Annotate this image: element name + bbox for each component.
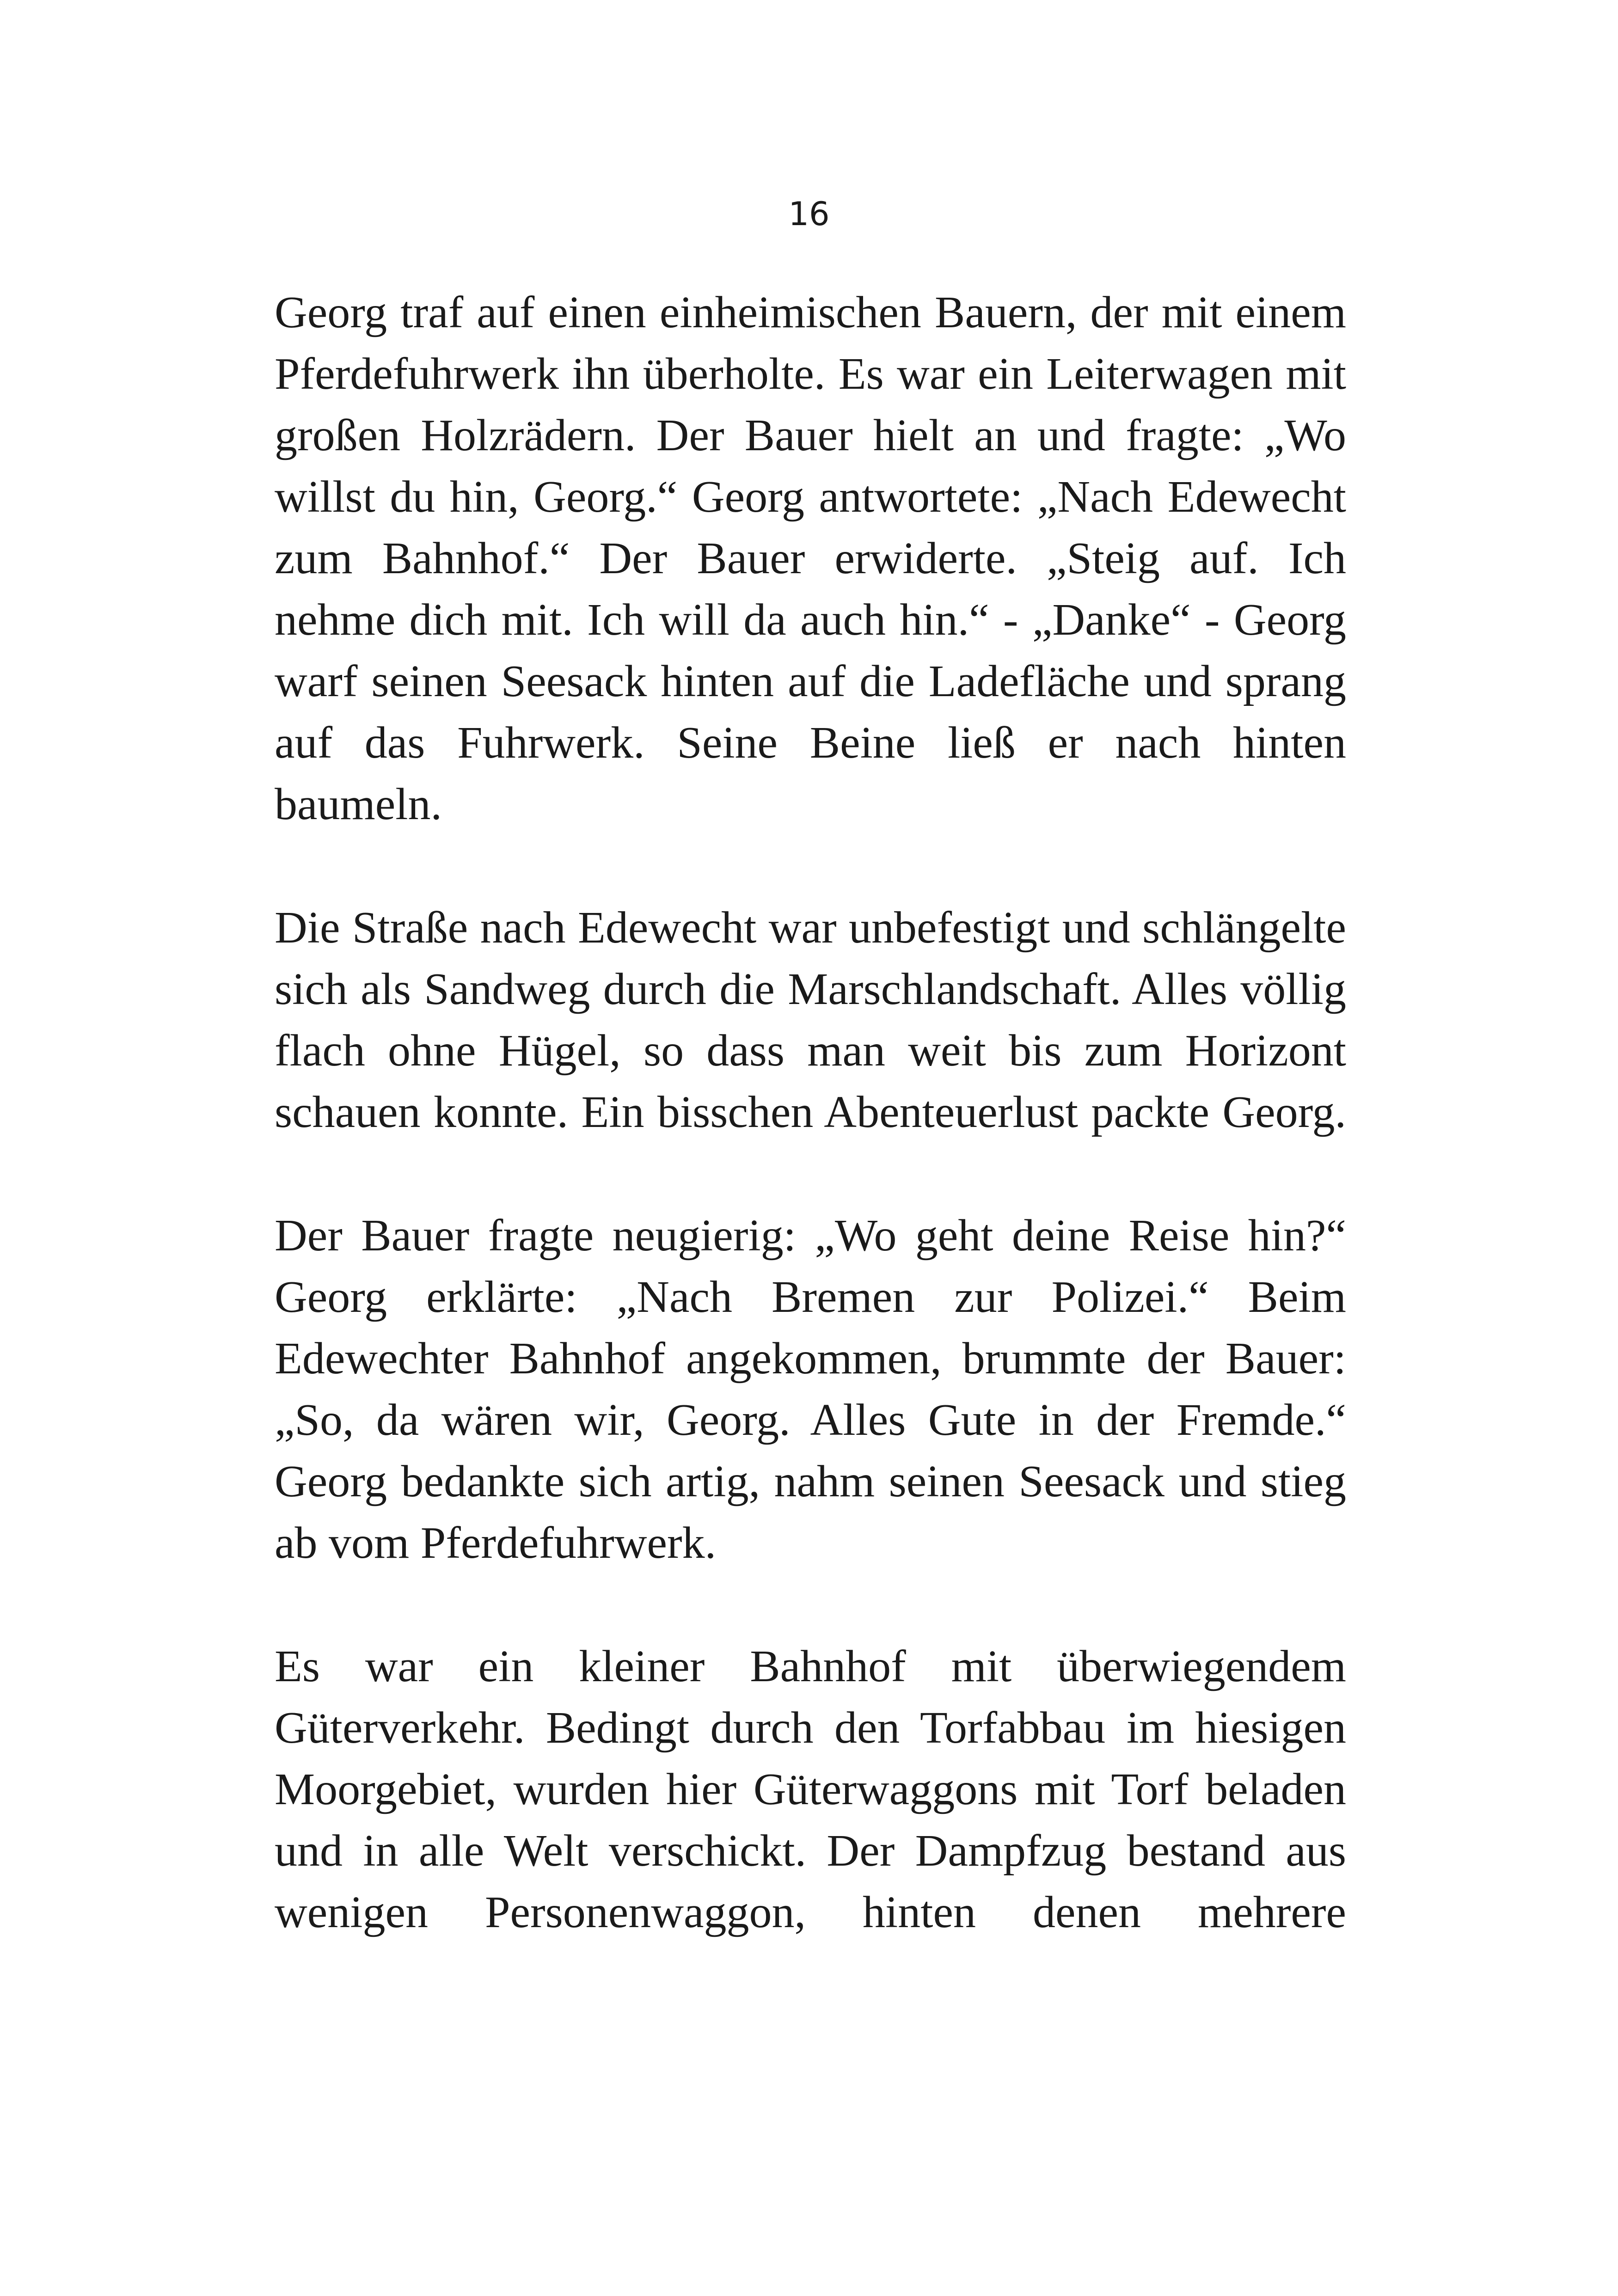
text-line: und in alle Welt verschickt. Der Dampfzug bestand aus bbox=[275, 1826, 1346, 1876]
text-line: Georg bedankte sich artig, nahm seinen Seesack und stieg bbox=[275, 1457, 1346, 1506]
paragraph-3 bbox=[275, 1205, 1346, 1574]
paragraph-4 bbox=[275, 1636, 1346, 1943]
paragraph-2 bbox=[275, 897, 1346, 1143]
text-line: baumeln. bbox=[275, 779, 442, 829]
text-line: willst du hin, Georg.“ Georg antwortete: „Nach Edewecht bbox=[275, 472, 1346, 522]
text-line: großen Holzrädern. Der Bauer hielt an und fragte: „Wo bbox=[275, 410, 1346, 460]
text-line: Pferdefuhrwerk ihn überholte. Es war ein Leiterwagen mit bbox=[275, 349, 1346, 399]
text-line: schauen konnte. Ein bisschen Abenteuerlust packte Georg. bbox=[275, 1087, 1346, 1137]
text-line: Es war ein kleiner Bahnhof mit überwiegendem bbox=[275, 1641, 1346, 1691]
text-line: sich als Sandweg durch die Marschlandschaft. Alles völlig bbox=[275, 964, 1346, 1014]
text-line: Die Straße nach Edewecht war unbefestigt und schlängelte bbox=[275, 903, 1346, 953]
text-line: warf seinen Seesack hinten auf die Ladefläche und sprang bbox=[275, 656, 1346, 706]
text-line: Der Bauer fragte neugierig: „Wo geht deine Reise hin?“ bbox=[275, 1211, 1346, 1261]
page-number: 16 bbox=[788, 195, 830, 233]
body-text bbox=[275, 282, 1346, 2005]
text-line: ab vom Pferdefuhrwerk. bbox=[275, 1518, 717, 1568]
text-line: wenigen Personenwaggon, hinten denen mehrere bbox=[275, 1887, 1346, 1937]
text-line: Georg traf auf einen einheimischen Bauern, der mit einem bbox=[275, 288, 1346, 337]
text-line: Güterverkehr. Bedingt durch den Torfabbau im hiesigen bbox=[275, 1703, 1346, 1753]
text-line: Georg erklärte: „Nach Bremen zur Polizei.“ Beim bbox=[275, 1272, 1346, 1322]
text-line: Edewechter Bahnhof angekommen, brummte der Bauer: bbox=[275, 1334, 1346, 1384]
text-line: flach ohne Hügel, so dass man weit bis zum Horizont bbox=[275, 1026, 1346, 1076]
text-line: zum Bahnhof.“ Der Bauer erwiderte. „Steig auf. Ich bbox=[275, 533, 1346, 583]
text-line: nehme dich mit. Ich will da auch hin.“ - „Danke“ - Georg bbox=[275, 595, 1346, 645]
text-line: Moorgebiet, wurden hier Güterwaggons mit Torf beladen bbox=[275, 1764, 1346, 1814]
paragraph-1 bbox=[275, 282, 1346, 835]
text-line: auf das Fuhrwerk. Seine Beine ließ er nach hinten bbox=[275, 718, 1346, 768]
text-line: „So, da wären wir, Georg. Alles Gute in der Fremde.“ bbox=[275, 1395, 1346, 1445]
